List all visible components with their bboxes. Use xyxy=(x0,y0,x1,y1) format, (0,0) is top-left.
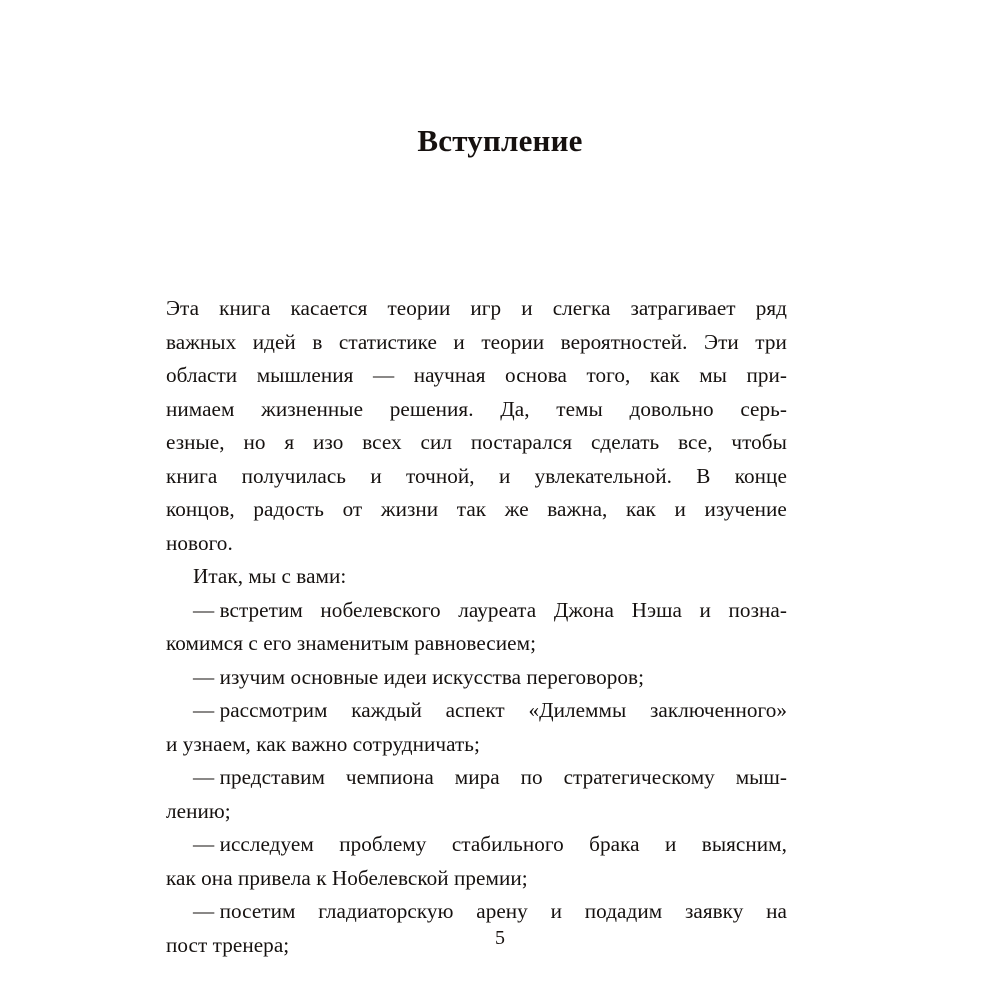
body-word: того, xyxy=(586,363,631,387)
page-number: 5 xyxy=(495,927,505,949)
body-word: касается xyxy=(290,296,368,320)
body-line xyxy=(166,594,787,628)
body-word: от xyxy=(342,497,363,521)
body-word: подадим xyxy=(584,899,663,923)
body-word: изучение xyxy=(704,497,787,521)
body-word: постарался xyxy=(470,430,573,454)
body-word: концов, xyxy=(166,497,235,521)
body-line xyxy=(166,694,787,728)
body-word: нимаем xyxy=(166,396,235,421)
body-word: чтобы xyxy=(731,430,787,454)
body-line: комимся с его знаменитым равновесием; xyxy=(166,631,537,655)
body-word: гладиаторскую xyxy=(318,899,454,923)
body-word: — рассмотрим xyxy=(193,698,328,722)
body-word: темы xyxy=(556,396,603,421)
body-word: и xyxy=(453,329,465,354)
body-word: серь- xyxy=(740,396,787,421)
body-line xyxy=(166,393,787,427)
body-word: теории xyxy=(481,329,545,354)
body-line xyxy=(166,895,787,929)
body-word: и xyxy=(674,497,686,521)
body-word: вероятностей. xyxy=(560,329,688,354)
body-word: по xyxy=(520,765,543,789)
body-word: Да, xyxy=(500,396,530,421)
body-line: лению; xyxy=(166,798,231,823)
body-word: заявку xyxy=(684,899,744,923)
body-word: статистике xyxy=(338,329,437,354)
body-word: и xyxy=(550,899,562,923)
body-word: — посетим xyxy=(193,899,296,923)
body-word: мышления xyxy=(256,363,354,387)
body-word: — представим xyxy=(193,765,325,789)
body-word: брака xyxy=(589,832,640,856)
body-word: книга xyxy=(219,296,271,320)
body-word: три xyxy=(755,329,787,354)
body-word: области xyxy=(166,363,238,387)
body-line xyxy=(166,292,787,326)
body-word: мы xyxy=(699,363,727,387)
body-word: все, xyxy=(678,430,713,454)
body-word: затрагивает xyxy=(630,296,736,320)
body-word: изо xyxy=(313,430,344,454)
body-word: Эта xyxy=(166,296,200,320)
body-word: Эти xyxy=(704,329,739,354)
body-word: чемпиона xyxy=(345,765,434,789)
body-word: — исследуем xyxy=(193,832,314,856)
body-word: на xyxy=(766,899,787,923)
body-word: заключенного» xyxy=(649,698,787,722)
body-word: — встретим xyxy=(193,597,303,622)
body-line: Итак, мы с вами: xyxy=(193,564,347,588)
body-word: но xyxy=(243,430,266,454)
body-line: — изучим основные идеи искусства переговоров; xyxy=(193,664,645,689)
body-word: книга xyxy=(166,463,218,488)
body-word: лауреата xyxy=(458,597,537,622)
body-word: стратегическому xyxy=(563,765,715,789)
body-word: жизненные xyxy=(261,396,364,421)
body-word: и xyxy=(498,463,511,488)
body-word: проблему xyxy=(339,832,427,856)
body-word: В xyxy=(696,463,711,488)
body-word: всех xyxy=(362,430,402,454)
body-line xyxy=(166,828,787,862)
body-word: как xyxy=(649,363,680,387)
body-word: игр xyxy=(470,296,502,320)
body-word: при- xyxy=(746,363,787,387)
body-word: я xyxy=(284,430,295,454)
body-word: каждый xyxy=(351,698,422,722)
body-word: Джона xyxy=(553,597,614,622)
body-word: основа xyxy=(505,363,567,387)
page-title: Вступление xyxy=(417,122,583,158)
body-line xyxy=(166,761,787,795)
body-word: как xyxy=(626,497,656,521)
body-word: идей xyxy=(252,329,296,354)
body-word: получилась xyxy=(241,463,346,488)
body-word: так xyxy=(456,497,487,521)
body-word: выясним, xyxy=(701,832,787,856)
body-line: нового. xyxy=(166,530,233,555)
body-word: радость xyxy=(253,497,324,521)
body-word: — xyxy=(372,363,395,387)
body-text-column xyxy=(166,292,787,962)
body-line xyxy=(166,426,787,460)
body-word: аспект xyxy=(445,698,505,722)
body-word: ряд xyxy=(755,296,787,320)
body-line xyxy=(166,493,787,527)
body-word: увлекательной. xyxy=(534,463,672,488)
body-line xyxy=(166,460,787,494)
body-word: же xyxy=(504,497,529,521)
body-word: и xyxy=(699,597,711,622)
body-word: мыш- xyxy=(735,765,787,789)
body-word: довольно xyxy=(629,396,714,421)
body-word: и xyxy=(521,296,533,320)
body-line xyxy=(166,326,787,360)
body-word: арену xyxy=(476,899,528,923)
body-line: и узнаем, как важно сотрудничать; xyxy=(166,731,480,756)
body-word: важна, xyxy=(547,497,608,521)
body-word: жизни xyxy=(380,497,439,521)
body-word: слегка xyxy=(552,296,611,320)
body-word: стабильного xyxy=(451,832,564,856)
body-word: теории xyxy=(387,296,451,320)
body-word: нобелевского xyxy=(320,597,441,622)
body-word: важных xyxy=(166,329,237,354)
body-word: научная xyxy=(413,363,486,387)
body-word: позна- xyxy=(728,597,787,622)
body-word: Нэша xyxy=(631,597,682,622)
body-word: «Дилеммы xyxy=(528,698,627,722)
body-line xyxy=(166,359,787,393)
body-word: в xyxy=(312,329,323,354)
body-word: сил xyxy=(420,430,453,454)
body-word: конце xyxy=(734,463,787,488)
body-word: и xyxy=(370,463,382,488)
body-word: и xyxy=(664,832,677,856)
body-word: сделать xyxy=(590,430,660,454)
body-word: точной, xyxy=(406,463,475,488)
body-word: езные, xyxy=(166,430,225,454)
body-word: решения. xyxy=(389,396,474,421)
body-line: пост тренера; xyxy=(166,932,290,957)
body-line: как она привела к Нобелевской премии; xyxy=(166,865,528,890)
body-word: мира xyxy=(454,765,500,789)
